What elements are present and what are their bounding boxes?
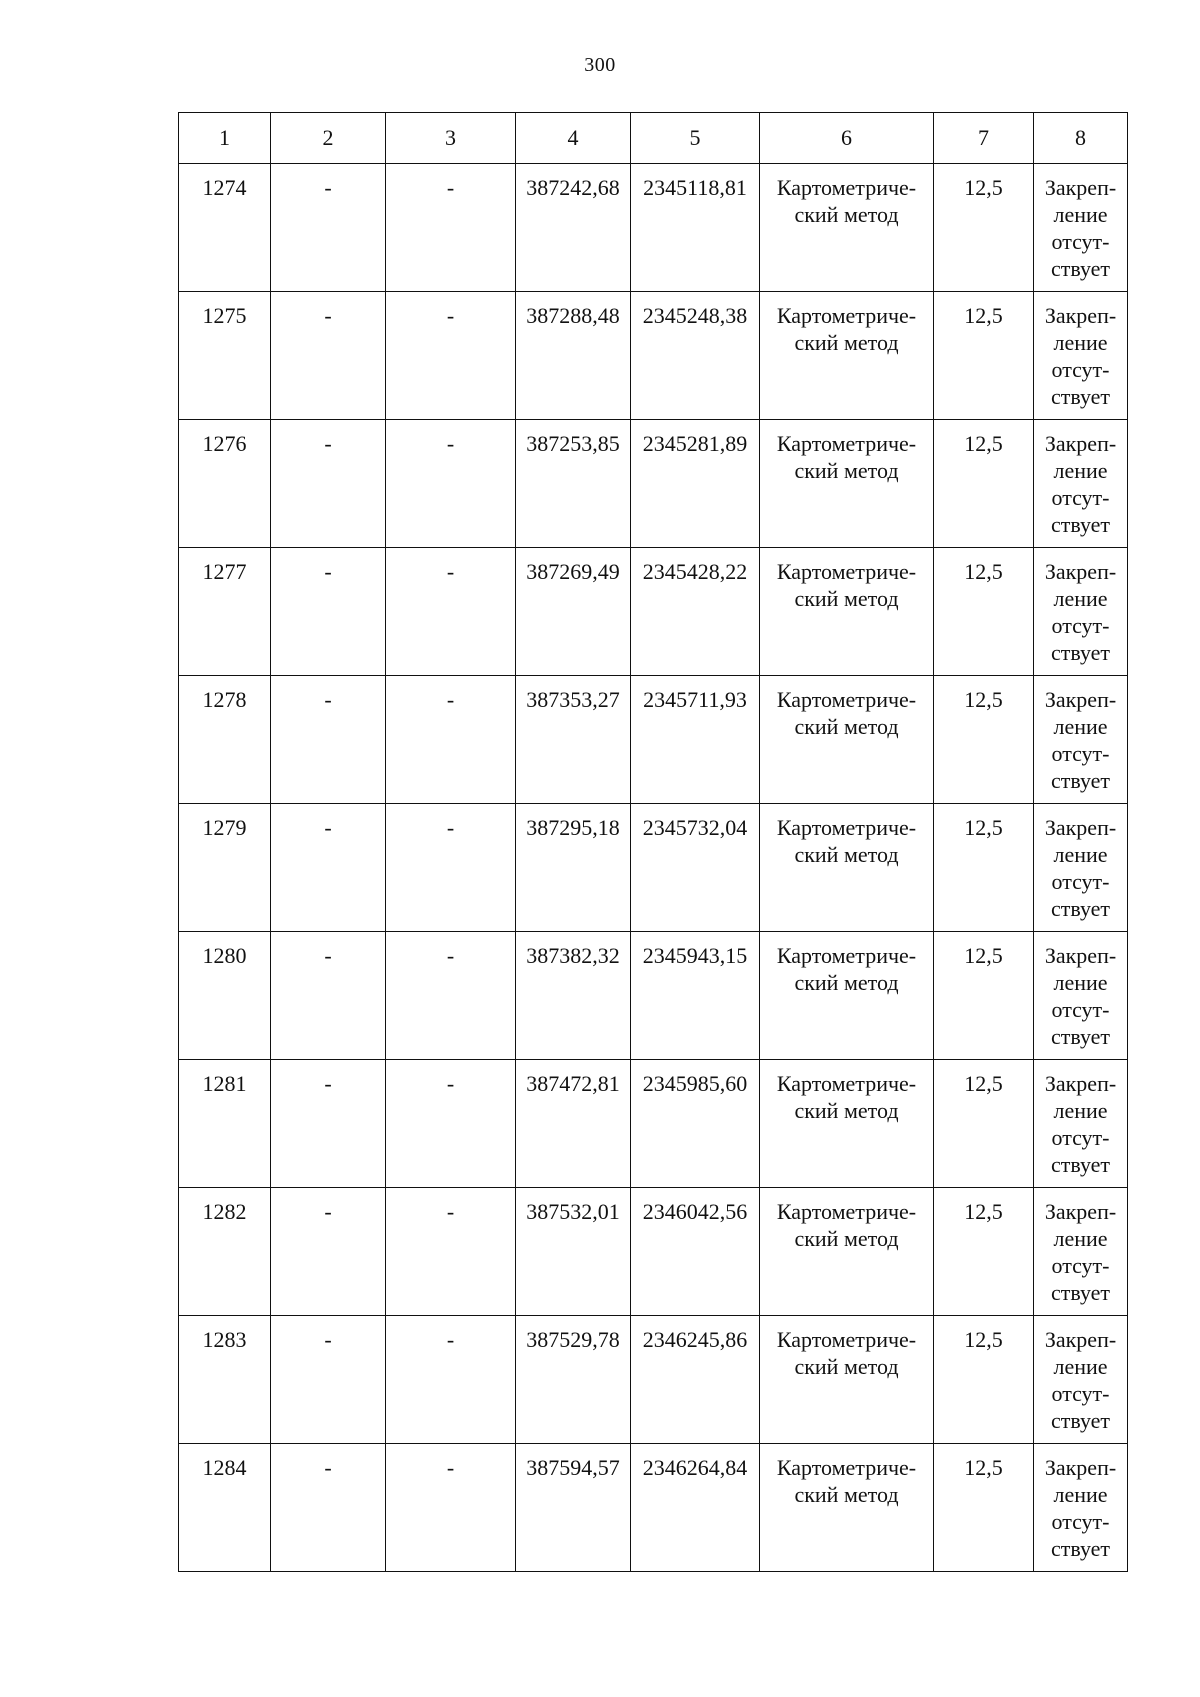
column-3-cell: - bbox=[386, 804, 516, 932]
fixing-line: ление bbox=[1053, 1226, 1108, 1251]
accuracy-cell: 12,5 bbox=[934, 420, 1034, 548]
column-2-cell: - bbox=[271, 164, 386, 292]
column-header: 8 bbox=[1034, 113, 1128, 164]
fixing-line: Закреп- bbox=[1044, 431, 1117, 456]
method-cell bbox=[760, 164, 934, 292]
fixing-cell bbox=[1034, 676, 1128, 804]
point-number-cell: 1283 bbox=[179, 1316, 271, 1444]
column-3-cell: - bbox=[386, 1444, 516, 1572]
column-3-cell: - bbox=[386, 676, 516, 804]
column-header: 1 bbox=[179, 113, 271, 164]
y-coordinate-cell: 2345732,04 bbox=[631, 804, 760, 932]
fixing-line: отсут- bbox=[1051, 1253, 1110, 1278]
method-cell bbox=[760, 420, 934, 548]
column-2-cell: - bbox=[271, 1316, 386, 1444]
fixing-cell bbox=[1034, 164, 1128, 292]
fixing-line: ление bbox=[1053, 330, 1108, 355]
fixing-line: отсут- bbox=[1051, 741, 1110, 766]
fixing-line: Закреп- bbox=[1044, 559, 1117, 584]
x-coordinate-cell: 387382,32 bbox=[516, 932, 631, 1060]
method-line: ский метод bbox=[794, 1226, 899, 1251]
x-coordinate-cell: 387242,68 bbox=[516, 164, 631, 292]
method-line: Картометриче- bbox=[776, 175, 917, 200]
method-line: Картометриче- bbox=[776, 943, 917, 968]
method-line: Картометриче- bbox=[776, 1455, 917, 1480]
fixing-line: ление bbox=[1053, 1098, 1108, 1123]
method-line: ский метод bbox=[794, 458, 899, 483]
x-coordinate-cell: 387288,48 bbox=[516, 292, 631, 420]
fixing-line: ление bbox=[1053, 1354, 1108, 1379]
column-3-cell: - bbox=[386, 420, 516, 548]
column-header: 5 bbox=[631, 113, 760, 164]
column-2-cell: - bbox=[271, 1444, 386, 1572]
table-row bbox=[179, 804, 1128, 932]
table-row bbox=[179, 1060, 1128, 1188]
column-2-cell: - bbox=[271, 1060, 386, 1188]
fixing-cell bbox=[1034, 1188, 1128, 1316]
fixing-line: Закреп- bbox=[1044, 1071, 1117, 1096]
fixing-cell bbox=[1034, 804, 1128, 932]
accuracy-cell: 12,5 bbox=[934, 1444, 1034, 1572]
column-2-cell: - bbox=[271, 420, 386, 548]
accuracy-cell: 12,5 bbox=[934, 676, 1034, 804]
method-line: ский метод bbox=[794, 1482, 899, 1507]
method-cell bbox=[760, 1316, 934, 1444]
fixing-cell bbox=[1034, 420, 1128, 548]
method-line: ский метод bbox=[794, 1354, 899, 1379]
method-line: ский метод bbox=[794, 1098, 899, 1123]
accuracy-cell: 12,5 bbox=[934, 292, 1034, 420]
table-header-row bbox=[179, 113, 1128, 164]
column-2-cell: - bbox=[271, 1188, 386, 1316]
page-number: 300 bbox=[584, 54, 616, 76]
fixing-line: ствует bbox=[1050, 1024, 1111, 1049]
fixing-line: ствует bbox=[1050, 1408, 1111, 1433]
fixing-line: Закреп- bbox=[1044, 1199, 1117, 1224]
fixing-line: Закреп- bbox=[1044, 687, 1117, 712]
fixing-line: Закреп- bbox=[1044, 1327, 1117, 1352]
method-line: ский метод bbox=[794, 202, 899, 227]
y-coordinate-cell: 2346042,56 bbox=[631, 1188, 760, 1316]
accuracy-cell: 12,5 bbox=[934, 548, 1034, 676]
fixing-line: ствует bbox=[1050, 1280, 1111, 1305]
column-header: 2 bbox=[271, 113, 386, 164]
fixing-line: ствует bbox=[1050, 640, 1111, 665]
fixing-line: ление bbox=[1053, 1482, 1108, 1507]
fixing-line: ствует bbox=[1050, 1152, 1111, 1177]
point-number-cell: 1274 bbox=[179, 164, 271, 292]
method-line: ский метод bbox=[794, 586, 899, 611]
table-row bbox=[179, 676, 1128, 804]
method-cell bbox=[760, 804, 934, 932]
y-coordinate-cell: 2345248,38 bbox=[631, 292, 760, 420]
fixing-line: отсут- bbox=[1051, 1381, 1110, 1406]
accuracy-cell: 12,5 bbox=[934, 804, 1034, 932]
table-row bbox=[179, 1316, 1128, 1444]
y-coordinate-cell: 2345281,89 bbox=[631, 420, 760, 548]
column-header: 6 bbox=[760, 113, 934, 164]
method-line: Картометриче- bbox=[776, 431, 917, 456]
fixing-line: Закреп- bbox=[1044, 175, 1117, 200]
accuracy-cell: 12,5 bbox=[934, 1316, 1034, 1444]
fixing-line: отсут- bbox=[1051, 1509, 1110, 1534]
fixing-line: ление bbox=[1053, 714, 1108, 739]
x-coordinate-cell: 387594,57 bbox=[516, 1444, 631, 1572]
fixing-line: Закреп- bbox=[1044, 303, 1117, 328]
column-3-cell: - bbox=[386, 932, 516, 1060]
table-row bbox=[179, 164, 1128, 292]
fixing-cell bbox=[1034, 1444, 1128, 1572]
fixing-cell bbox=[1034, 1060, 1128, 1188]
point-number-cell: 1278 bbox=[179, 676, 271, 804]
fixing-line: ствует bbox=[1050, 768, 1111, 793]
method-line: Картометриче- bbox=[776, 815, 917, 840]
fixing-line: отсут- bbox=[1051, 1125, 1110, 1150]
fixing-cell bbox=[1034, 932, 1128, 1060]
method-line: Картометриче- bbox=[776, 687, 917, 712]
x-coordinate-cell: 387253,85 bbox=[516, 420, 631, 548]
table-body bbox=[179, 164, 1128, 1572]
x-coordinate-cell: 387295,18 bbox=[516, 804, 631, 932]
table-row bbox=[179, 1444, 1128, 1572]
y-coordinate-cell: 2345711,93 bbox=[631, 676, 760, 804]
method-line: Картометриче- bbox=[776, 303, 917, 328]
method-cell bbox=[760, 1188, 934, 1316]
x-coordinate-cell: 387529,78 bbox=[516, 1316, 631, 1444]
y-coordinate-cell: 2345428,22 bbox=[631, 548, 760, 676]
fixing-line: ствует bbox=[1050, 512, 1111, 537]
table-row bbox=[179, 1188, 1128, 1316]
method-line: Картометриче- bbox=[776, 1199, 917, 1224]
method-line: ский метод bbox=[794, 970, 899, 995]
column-3-cell: - bbox=[386, 1316, 516, 1444]
table-row bbox=[179, 292, 1128, 420]
column-header: 7 bbox=[934, 113, 1034, 164]
point-number-cell: 1275 bbox=[179, 292, 271, 420]
column-3-cell: - bbox=[386, 1188, 516, 1316]
accuracy-cell: 12,5 bbox=[934, 932, 1034, 1060]
method-cell bbox=[760, 1444, 934, 1572]
x-coordinate-cell: 387532,01 bbox=[516, 1188, 631, 1316]
fixing-line: отсут- bbox=[1051, 997, 1110, 1022]
method-line: ский метод bbox=[794, 842, 899, 867]
column-3-cell: - bbox=[386, 1060, 516, 1188]
point-number-cell: 1284 bbox=[179, 1444, 271, 1572]
fixing-line: ствует bbox=[1050, 256, 1111, 281]
fixing-cell bbox=[1034, 1316, 1128, 1444]
method-line: Картометриче- bbox=[776, 1327, 917, 1352]
method-cell bbox=[760, 548, 934, 676]
point-number-cell: 1281 bbox=[179, 1060, 271, 1188]
column-3-cell: - bbox=[386, 292, 516, 420]
fixing-line: ление bbox=[1053, 970, 1108, 995]
method-cell bbox=[760, 292, 934, 420]
column-header: 3 bbox=[386, 113, 516, 164]
method-line: ский метод bbox=[794, 714, 899, 739]
y-coordinate-cell: 2346264,84 bbox=[631, 1444, 760, 1572]
method-cell bbox=[760, 1060, 934, 1188]
fixing-line: отсут- bbox=[1051, 357, 1110, 382]
y-coordinate-cell: 2345985,60 bbox=[631, 1060, 760, 1188]
method-cell bbox=[760, 932, 934, 1060]
fixing-line: ление bbox=[1053, 202, 1108, 227]
y-coordinate-cell: 2345118,81 bbox=[631, 164, 760, 292]
point-number-cell: 1277 bbox=[179, 548, 271, 676]
accuracy-cell: 12,5 bbox=[934, 164, 1034, 292]
fixing-line: Закреп- bbox=[1044, 943, 1117, 968]
column-header: 4 bbox=[516, 113, 631, 164]
fixing-line: ление bbox=[1053, 586, 1108, 611]
fixing-line: ствует bbox=[1050, 384, 1111, 409]
fixing-cell bbox=[1034, 548, 1128, 676]
method-line: Картометриче- bbox=[776, 559, 917, 584]
fixing-line: ление bbox=[1053, 458, 1108, 483]
boundary-points-table bbox=[178, 112, 1128, 1572]
fixing-cell bbox=[1034, 292, 1128, 420]
table-row bbox=[179, 932, 1128, 1060]
fixing-line: отсут- bbox=[1051, 229, 1110, 254]
table-row bbox=[179, 420, 1128, 548]
column-2-cell: - bbox=[271, 548, 386, 676]
accuracy-cell: 12,5 bbox=[934, 1060, 1034, 1188]
fixing-line: Закреп- bbox=[1044, 815, 1117, 840]
point-number-cell: 1282 bbox=[179, 1188, 271, 1316]
column-2-cell: - bbox=[271, 292, 386, 420]
x-coordinate-cell: 387269,49 bbox=[516, 548, 631, 676]
column-2-cell: - bbox=[271, 932, 386, 1060]
accuracy-cell: 12,5 bbox=[934, 1188, 1034, 1316]
fixing-line: отсут- bbox=[1051, 613, 1110, 638]
x-coordinate-cell: 387353,27 bbox=[516, 676, 631, 804]
column-3-cell: - bbox=[386, 548, 516, 676]
fixing-line: ствует bbox=[1050, 1536, 1111, 1561]
fixing-line: ление bbox=[1053, 842, 1108, 867]
method-line: ский метод bbox=[794, 330, 899, 355]
point-number-cell: 1276 bbox=[179, 420, 271, 548]
fixing-line: ствует bbox=[1050, 896, 1111, 921]
column-2-cell: - bbox=[271, 676, 386, 804]
column-2-cell: - bbox=[271, 804, 386, 932]
fixing-line: отсут- bbox=[1051, 485, 1110, 510]
method-cell bbox=[760, 676, 934, 804]
table-row bbox=[179, 548, 1128, 676]
y-coordinate-cell: 2345943,15 bbox=[631, 932, 760, 1060]
fixing-line: Закреп- bbox=[1044, 1455, 1117, 1480]
x-coordinate-cell: 387472,81 bbox=[516, 1060, 631, 1188]
point-number-cell: 1280 bbox=[179, 932, 271, 1060]
point-number-cell: 1279 bbox=[179, 804, 271, 932]
fixing-line: отсут- bbox=[1051, 869, 1110, 894]
column-3-cell: - bbox=[386, 164, 516, 292]
y-coordinate-cell: 2346245,86 bbox=[631, 1316, 760, 1444]
method-line: Картометриче- bbox=[776, 1071, 917, 1096]
